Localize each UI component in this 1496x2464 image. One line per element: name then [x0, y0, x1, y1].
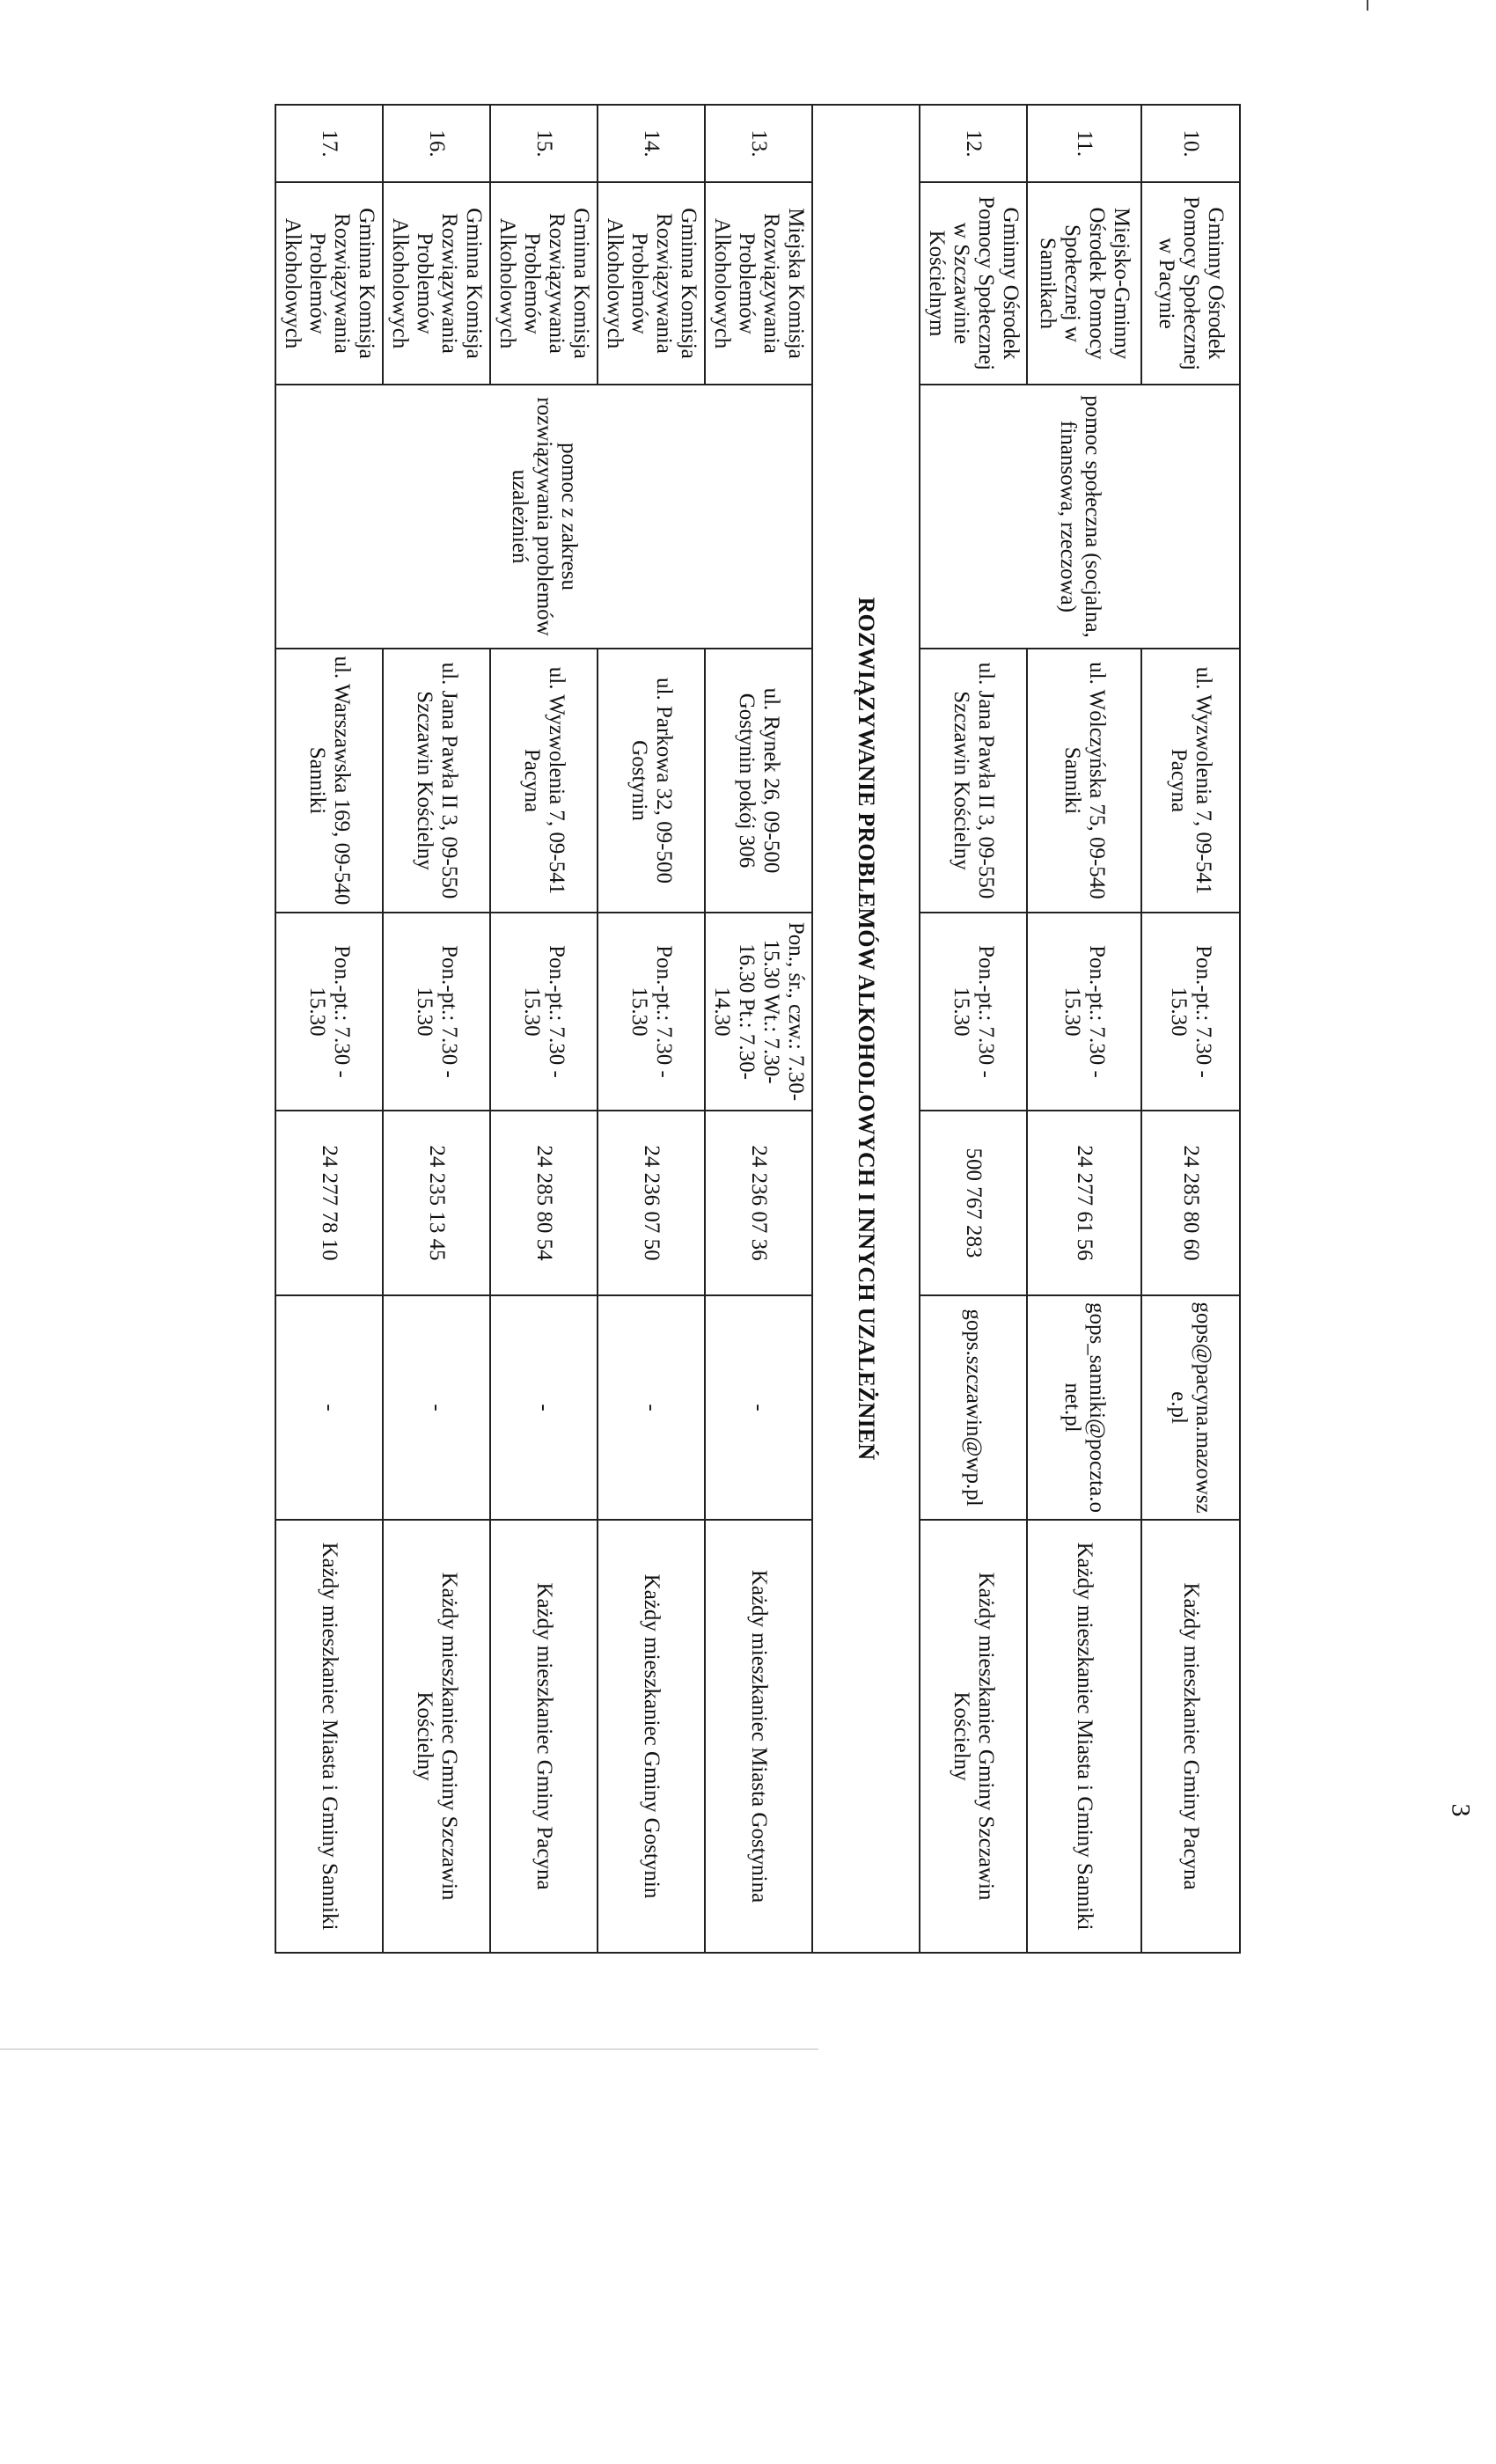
email-address: -: [705, 1295, 812, 1520]
row-number: 16.: [383, 105, 490, 182]
row-number: 13.: [705, 105, 812, 182]
eligibility: Każdy mieszkaniec Gminy Gostynin: [598, 1520, 705, 1953]
eligibility: Każdy mieszkaniec Gminy Szczawin Kościelny: [383, 1520, 490, 1953]
service-type: pomoc z zakresu rozwiązywania problemów uzależnień: [275, 385, 812, 649]
row-number: 11.: [1027, 105, 1141, 182]
opening-hours: Pon.-pt.: 7.30 - 15.30: [490, 913, 598, 1111]
email-address: -: [598, 1295, 705, 1520]
opening-hours: Pon., śr., czw.: 7.30-15.30 Wt.: 7.30-16.30 Pt.: 7.30-14.30: [705, 913, 812, 1111]
table-row: [705, 105, 812, 1953]
institution-name: Gminna Komisja Rozwiązywania Problemów Alkoholowych: [490, 182, 598, 385]
institution-name: Gminny Ośrodek Pomocy Społecznej w Szczawinie Kościelnym: [920, 182, 1027, 385]
opening-hours: Pon.-pt.: 7.30 - 15.30: [383, 913, 490, 1111]
opening-hours: Pon.-pt.: 7.30 - 15.30: [920, 913, 1027, 1111]
table-row: [383, 105, 490, 1953]
address: ul. Warszawska 169, 09-540 Sanniki: [275, 649, 383, 913]
table-row: [490, 105, 598, 1953]
institutions-table: [275, 104, 1241, 1954]
table-row: [275, 105, 383, 1953]
phone-number: 24 285 80 54: [490, 1111, 598, 1295]
table-row: [1141, 105, 1240, 1953]
phone-number: 24 285 80 60: [1141, 1111, 1240, 1295]
phone-number: 24 277 78 10: [275, 1111, 383, 1295]
eligibility: Każdy mieszkaniec Miasta Gostynina: [705, 1520, 812, 1953]
phone-number: 24 236 07 36: [705, 1111, 812, 1295]
section-header-row: [812, 105, 920, 1953]
institution-name: Gminna Komisja Rozwiązywania Problemów Alkoholowych: [598, 182, 705, 385]
row-number: 15.: [490, 105, 598, 182]
phone-number: 24 277 61 56: [1027, 1111, 1141, 1295]
email-address: gops.szczawin@wp.pl: [920, 1295, 1027, 1520]
row-number: 14.: [598, 105, 705, 182]
institution-name: Gminna Komisja Rozwiązywania Problemów Alkoholowych: [275, 182, 383, 385]
institution-name: Gminny Ośrodek Pomocy Społecznej w Pacynie: [1141, 182, 1240, 385]
eligibility: Każdy mieszkaniec Gminy Szczawin Kościelny: [920, 1520, 1027, 1953]
row-number: 17.: [275, 105, 383, 182]
email-address: -: [490, 1295, 598, 1520]
row-number: 12.: [920, 105, 1027, 182]
email-address: gops@pacyna.mazowsze.pl: [1141, 1295, 1240, 1520]
email-address: gops_sanniki@poczta.onet.pl: [1027, 1295, 1141, 1520]
phone-number: 24 236 07 50: [598, 1111, 705, 1295]
scan-mark-top: [1367, 0, 1368, 11]
eligibility: Każdy mieszkaniec Miasta i Gminy Sanniki: [1027, 1520, 1141, 1953]
address: ul. Jana Pawła II 3, 09-550 Szczawin Kościelny: [383, 649, 490, 913]
address: ul. Rynek 26, 09-500 Gostynin pokój 306: [705, 649, 812, 913]
opening-hours: Pon.-pt.: 7.30 - 15.30: [598, 913, 705, 1111]
institution-name: Miejska Komisja Rozwiązywania Problemów Alkoholowych: [705, 182, 812, 385]
rotated-table-page: [216, 104, 1241, 1952]
opening-hours: Pon.-pt.: 7.30 - 15.30: [1027, 913, 1141, 1111]
table-row: [1027, 105, 1141, 1953]
opening-hours: Pon.-pt.: 7.30 - 15.30: [275, 913, 383, 1111]
address: ul. Wyzwolenia 7, 09-541 Pacyna: [490, 649, 598, 913]
scan-mark-bottom: [0, 2049, 818, 2050]
section-title: ROZWIĄZYWANIE PROBLEMÓW ALKOHOLOWYCH I INNYCH UZALEŻNIEŃ: [812, 105, 920, 1953]
table-row: [920, 105, 1027, 1953]
address: ul. Wólczyńska 75, 09-540 Sanniki: [1027, 649, 1141, 913]
phone-number: 500 767 283: [920, 1111, 1027, 1295]
address: ul. Jana Pawła II 3, 09-550 Szczawin Kościelny: [920, 649, 1027, 913]
eligibility: Każdy mieszkaniec Gminy Pacyna: [490, 1520, 598, 1953]
table-row: [598, 105, 705, 1953]
eligibility: Każdy mieszkaniec Gminy Pacyna: [1141, 1520, 1240, 1953]
row-number: 10.: [1141, 105, 1240, 182]
phone-number: 24 235 13 45: [383, 1111, 490, 1295]
opening-hours: Pon.-pt.: 7.30 - 15.30: [1141, 913, 1240, 1111]
email-address: -: [275, 1295, 383, 1520]
email-address: -: [383, 1295, 490, 1520]
eligibility: Każdy mieszkaniec Miasta i Gminy Sanniki: [275, 1520, 383, 1953]
service-type: pomoc społeczna (socjalna, finansowa, rzeczowa): [920, 385, 1240, 649]
page-number: 3: [1446, 1803, 1476, 1817]
address: ul. Wyzwolenia 7, 09-541 Pacyna: [1141, 649, 1240, 913]
institution-name: Miejsko-Gminny Ośrodek Pomocy Społecznej w Sannikach: [1027, 182, 1141, 385]
address: ul. Parkowa 32, 09-500 Gostynin: [598, 649, 705, 913]
institution-name: Gminna Komisja Rozwiązywania Problemów Alkoholowych: [383, 182, 490, 385]
